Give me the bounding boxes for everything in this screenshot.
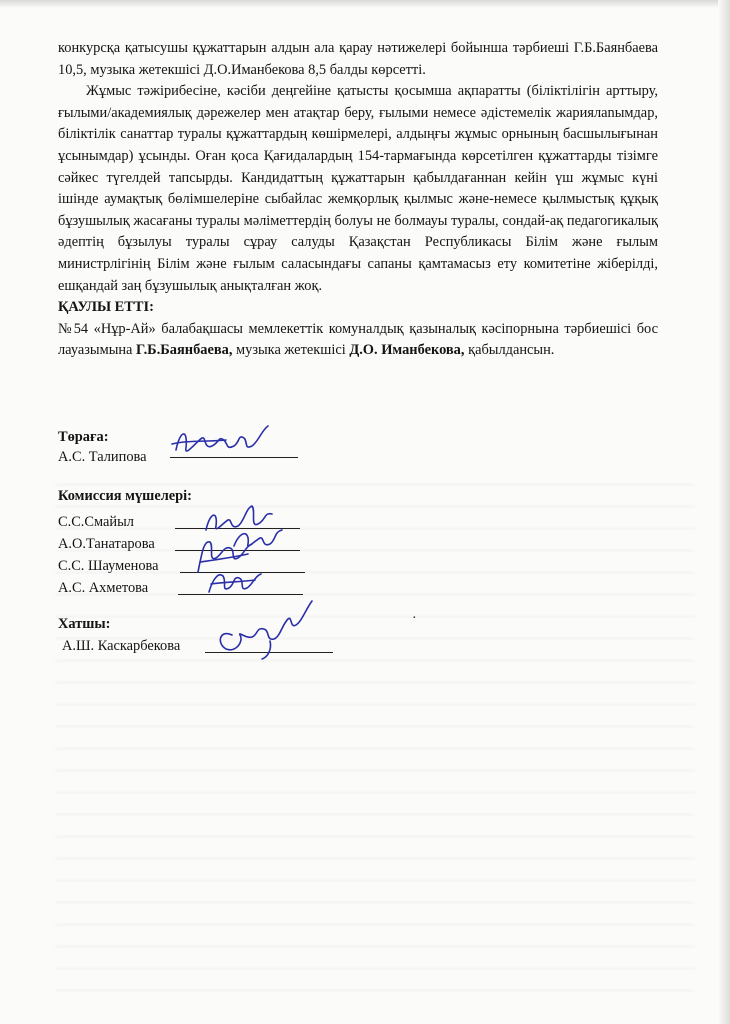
resolution-heading: ҚАУЛЫ ЕТТІ: (58, 299, 154, 316)
chair-block (58, 427, 147, 467)
member-4: А.С. Ахметова (58, 580, 149, 596)
page-right-edge (718, 0, 730, 1024)
member-3: С.С. Шауменова (58, 558, 159, 574)
resolution-part-3: қабылдансын. (464, 342, 555, 359)
chair-signature (168, 420, 278, 465)
member-1: С.С.Смайыл (58, 514, 134, 530)
page-top-edge (0, 0, 730, 8)
member-2: А.О.Танатарова (58, 536, 155, 552)
chair-title: Төраға: (58, 429, 109, 445)
secretary-name: А.Ш. Каскарбекова (62, 638, 181, 654)
chair-name: А.С. Талипова (58, 449, 147, 465)
stray-mark: · (412, 611, 417, 626)
resolution-name-1: Г.Б.Баянбаева, (136, 342, 233, 359)
resolution-part-2: музыка жетекшісі (232, 342, 350, 359)
paragraph-2: Жұмыс тәжірибесіне, кәсіби деңгейіне қатысты қосымша ақпаратты (біліктілігін арттыру, ғылыми/академиялық дәрежелер мен атақтар беру, ғылыми немесе әдістемелік жариялanымдар, біліктілік санаттар туралы құжаттардың көшірмелері, алдыңғы жұмыс орнының басшылығынан ұсынымдар) ұсынды. Оған қоса Қағидалардың 154-тармағында көрсетілген құжаттарды тізімге сәйкес түгелдей тапсырды. Кандидаттың құжаттарын қабылдағаннан кейін үш жұмыс күні ішінде аумақтық бөлімшелеріне сыбайлас жемқорлық қылмыс және-немесе қылмыстық құқық бұзушылық жасағаны туралы мәліметтердің болуы не болмауы туралы, сондай-ақ педагогикалық әдептің бұзылуы туралы сұрау салуды Қазақстан Республикасы Білім және ғылым министрлігінің Білім және ғылым саласындағы сапаны қамтамасыз ету комитетіне жіберілді, ешқандай заң бұзушылық анықталған жоқ. (58, 83, 658, 294)
resolution-text (58, 319, 658, 362)
resolution-part-1: №54 «Нұр-Ай» балабақшасы мемлекеттік комуналдық қазыналық кәсіпорнына тәрбиешісі бос лауазымына (58, 320, 658, 359)
secretary-title: Хатшы: (58, 616, 111, 632)
secretary-signature (210, 595, 320, 665)
document-body (58, 38, 658, 362)
paragraph-1: конкурсқа қатысушы құжаттарын алдын ала қарау нәтижелері бойынша тәрбиеші Г.Б.Баянбаева 10,5, музыка жетекшісі Д.О.Иманбекова 8,5 балды көрсетті. (58, 40, 658, 78)
commission-title: Комиссия мүшелері: (58, 488, 192, 504)
secretary-block (58, 614, 180, 656)
resolution-name-2: Д.О. Иманбекова, (349, 342, 465, 359)
commission-block (58, 486, 192, 598)
